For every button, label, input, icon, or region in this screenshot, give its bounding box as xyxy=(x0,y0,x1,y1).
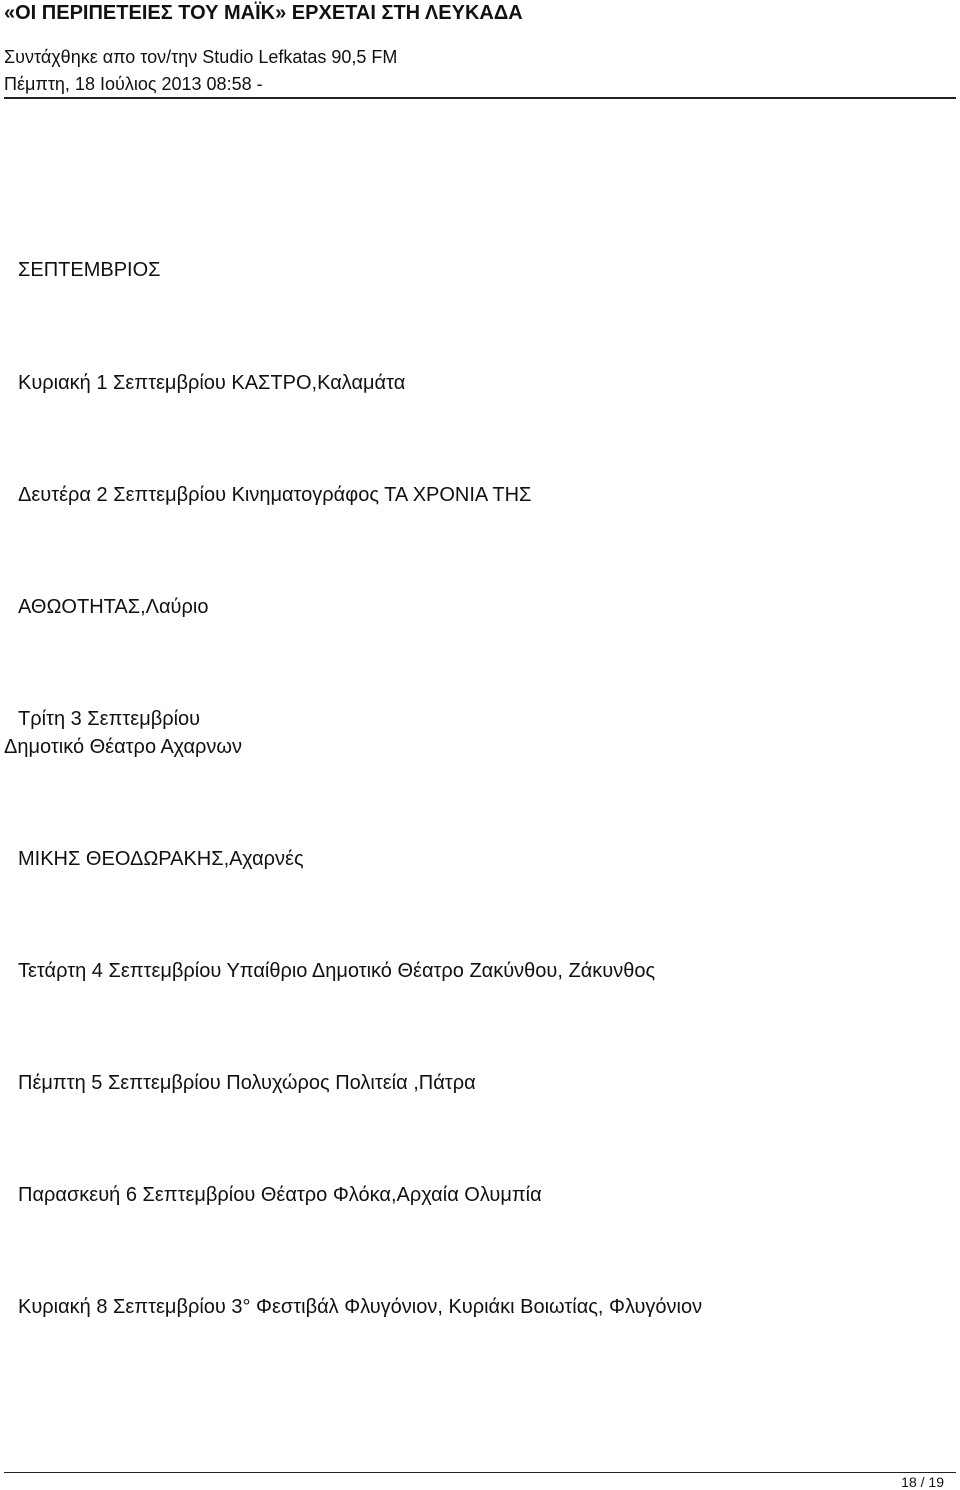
event-line: Παρασκευή 6 Σεπτεμβρίου Θέατρο Φλόκα,Αρχαία Ολυμπία xyxy=(18,1184,542,1206)
event-line: Τρίτη 3 Σεπτεμβρίου xyxy=(18,708,201,730)
event-line: ΑΘΩΟΤΗΤΑΣ,Λαύριο xyxy=(18,596,209,618)
event-line: Κυριακή 1 Σεπτεμβρίου ΚΑΣΤΡΟ,Καλαμάτα xyxy=(18,372,406,394)
event-line: Δημοτικό Θέατρο Αχαρνων xyxy=(4,736,243,758)
event-line: ΜΙΚΗΣ ΘΕΟΔΩΡΑΚΗΣ,Αχαρνές xyxy=(18,848,304,870)
month-heading: ΣΕΠΤΕΜΒΡΙΟΣ xyxy=(18,259,161,281)
article-title: «ΟΙ ΠΕΡΙΠΕΤΕΙΕΣ ΤΟΥ ΜΑΪΚ» ΕΡΧΕΤΑΙ ΣΤΗ ΛΕΥΚΑΔΑ xyxy=(4,2,523,24)
article-byline: Συντάχθηκε απο τον/την Studio Lefkatas 90,5 FM xyxy=(4,47,398,67)
event-line: Τετάρτη 4 Σεπτεμβρίου Υπαίθριο Δημοτικό Θέατρο Ζακύνθου, Ζάκυνθος xyxy=(18,960,656,982)
event-line: Δευτέρα 2 Σεπτεμβρίου Κινηματογράφος ΤΑ ΧΡΟΝΙΑ ΤΗΣ xyxy=(18,484,532,506)
article-dateline: Πέμπτη, 18 Ιούλιος 2013 08:58 - xyxy=(4,74,263,94)
event-line: Πέμπτη 5 Σεπτεμβρίου Πολυχώρος Πολιτεία ,Πάτρα xyxy=(18,1072,476,1094)
page-number: 18 / 19 xyxy=(901,1474,944,1490)
footer-divider xyxy=(4,1472,956,1473)
event-line: Κυριακή 8 Σεπτεμβρίου 3° Φεστιβάλ Φλυγόνιον, Κυριάκι Βοιωτίας, Φλυγόνιον xyxy=(18,1296,703,1318)
header-divider xyxy=(4,97,956,99)
